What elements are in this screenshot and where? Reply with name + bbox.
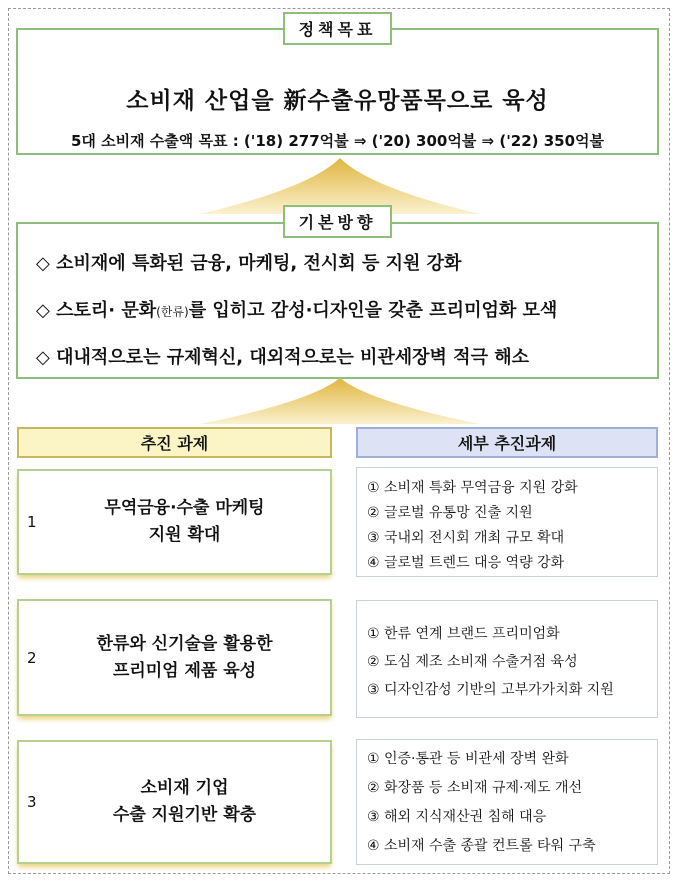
task-number: 2 xyxy=(27,648,37,667)
direction-item-3-text: 대내적으로는 규제혁신, 대외적으로는 비관세장벽 적극 해소 xyxy=(56,347,529,368)
detail-box-2 xyxy=(356,600,658,718)
detail-item: ④ 글로벌 트렌드 대응 역량 강화 xyxy=(367,555,565,571)
detail-item: ③ 디자인감성 기반의 고부가가치화 지원 xyxy=(367,682,614,698)
goal-box xyxy=(16,28,659,155)
detail-box-1 xyxy=(356,467,658,577)
task-title xyxy=(39,631,330,685)
task-box-3 xyxy=(17,740,332,864)
tasks-header: 추진 과제 xyxy=(17,427,332,458)
goal-main-text: 소비재 산업을 新수출유망품목으로 육성 xyxy=(126,88,549,114)
direction-item-2-text-small: (한류) xyxy=(156,305,189,319)
details-header: 세부 추진과제 xyxy=(356,427,658,458)
diamond-bullet-icon: ◇ xyxy=(36,253,50,274)
task-title xyxy=(39,775,330,829)
task-title-line-1: 소비재 기업 xyxy=(140,778,229,798)
task-box-1 xyxy=(17,469,332,575)
direction-item-2-text-a: 스토리· 문화 xyxy=(56,300,157,321)
task-title-line-2: 수출 지원기반 확충 xyxy=(112,805,257,825)
detail-item: ② 화장품 등 소비재 규제·제도 개선 xyxy=(367,780,583,796)
detail-item: ④ 소비재 수출 종괄 컨트롤 타워 구축 xyxy=(367,838,596,854)
direction-label: 기본방향 xyxy=(283,205,392,238)
detail-item: ① 인증·통관 등 비관세 장벽 완화 xyxy=(367,751,569,767)
up-arrow-2 xyxy=(200,378,480,424)
diamond-bullet-icon: ◇ xyxy=(36,300,50,321)
detail-item: ③ 해외 지식재산권 침해 대응 xyxy=(367,809,547,825)
direction-item-2-text-b: 를 입히고 감성·디자인을 갖춘 프리미엄화 모색 xyxy=(188,300,558,321)
goal-label: 정책목표 xyxy=(283,12,392,45)
detail-item: ③ 국내외 전시회 개최 규모 확대 xyxy=(367,530,565,546)
task-title-line-2: 프리미엄 제품 육성 xyxy=(112,660,257,681)
task-box-2 xyxy=(17,599,332,716)
detail-item: ② 도심 제조 소비재 수출거점 육성 xyxy=(367,654,578,670)
direction-box xyxy=(16,222,659,379)
diamond-bullet-icon: ◇ xyxy=(36,347,50,368)
task-number: 3 xyxy=(27,793,37,811)
detail-item: ② 글로벌 유통망 진출 지원 xyxy=(367,505,533,521)
direction-item-2 xyxy=(36,296,557,322)
task-number: 1 xyxy=(27,513,37,531)
detail-item: ① 한류 연계 브랜드 프리미엄화 xyxy=(367,626,560,642)
direction-item-1 xyxy=(36,249,461,275)
direction-item-3 xyxy=(36,343,529,369)
task-title-line-1: 무역금융·수출 마케팅 xyxy=(104,498,265,518)
goal-sub-text: 5대 소비재 수출액 목표 : ('18) 277억불 ⇒ ('20) 300억불 ⇒ ('22) 350억불 xyxy=(70,132,605,150)
detail-box-3 xyxy=(356,739,658,865)
task-title-line-2: 지원 확대 xyxy=(148,525,221,545)
task-title-line-1: 한류와 신기술을 활용한 xyxy=(96,633,273,654)
direction-item-1-text: 소비재에 특화된 금융, 마케팅, 전시회 등 지원 강화 xyxy=(56,253,462,274)
detail-item: ① 소비재 특화 무역금융 지원 강화 xyxy=(367,480,578,496)
task-title xyxy=(39,495,330,549)
